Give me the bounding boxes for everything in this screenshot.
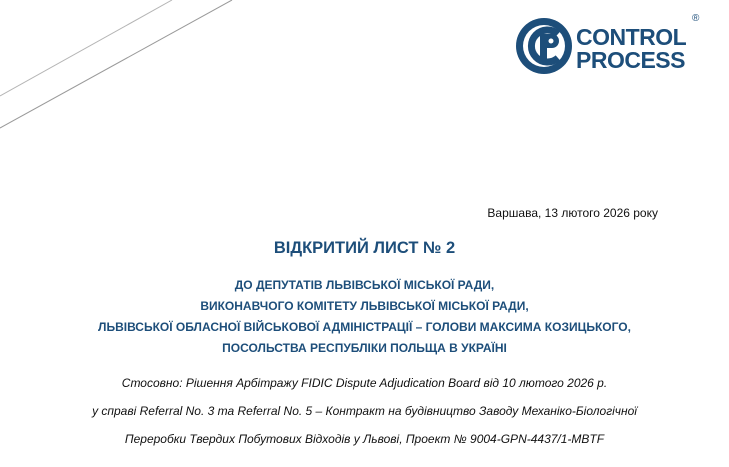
addressee-line: ЛЬВІВСЬКОЇ ОБЛАСНОЇ ВІЙСЬКОВОЇ АДМІНІСТРАЦІЇ – ГОЛОВИ МАКСИМА КОЗИЦЬКОГО, <box>98 320 631 334</box>
registered-mark: ® <box>692 13 700 24</box>
company-logo <box>514 13 704 85</box>
place-and-date: Варшава, 13 лютого 2026 року <box>487 206 658 220</box>
logo-text-control: CONTROL <box>576 24 687 50</box>
subject-line: Переробки Твердих Побутових Відходів у Львові, Проект № 9004-GPN-4437/1-MBTF <box>124 432 605 446</box>
subject-line: у справі Referral No. 3 та Referral No. 5 – Контракт на будівництво Заводу Механіко-Біологічної <box>92 404 637 418</box>
subject-line: Стосовно: Рішення Арбітражу FIDIC Dispute Adjudication Board від 10 лютого 2026 р. <box>121 376 608 390</box>
subject-block <box>0 369 729 453</box>
logo-emblem-icon <box>514 16 574 76</box>
addressee-block <box>0 275 729 359</box>
addressee-line: ДО ДЕПУТАТІВ ЛЬВІВСЬКОЇ МІСЬКОЇ РАДИ, <box>234 278 495 292</box>
addressee-line: ВИКОНАВЧОГО КОМІТЕТУ ЛЬВІВСЬКОЇ МІСЬКОЇ РАДИ, <box>200 299 529 313</box>
addressee-line: ПОСОЛЬСТВА РЕСПУБЛІКИ ПОЛЬЩА В УКРАЇНІ <box>222 341 507 355</box>
letter-title: ВІДКРИТИЙ ЛИСТ № 2 <box>273 239 456 257</box>
decorative-lines <box>0 0 240 140</box>
logo-text-process: PROCESS <box>576 47 685 73</box>
